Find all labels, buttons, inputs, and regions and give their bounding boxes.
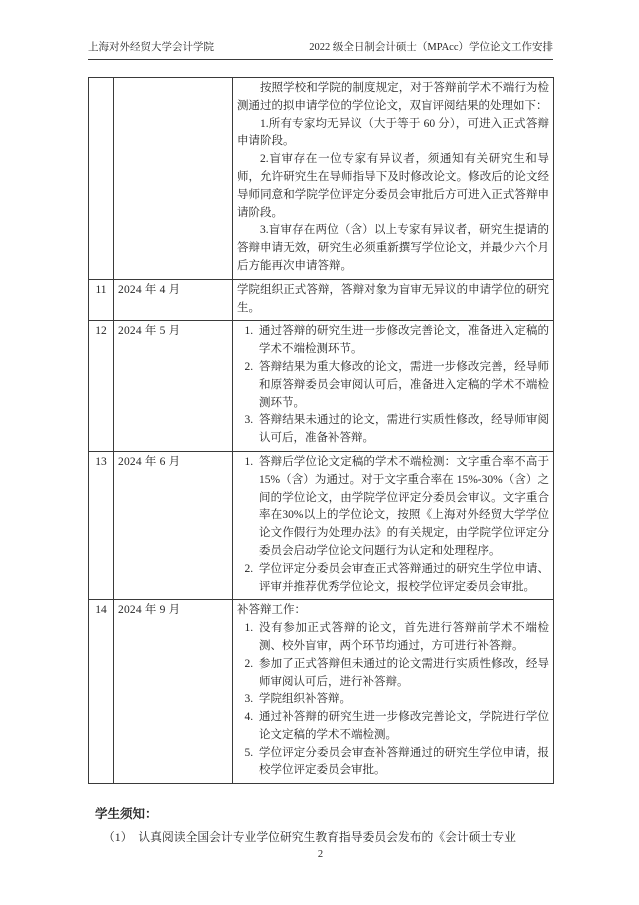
table-row xyxy=(89,321,554,452)
content-paragraph: 学院组织正式答辩，答辩对象为盲审无异议的申请学位的研究生。 xyxy=(237,283,549,314)
row-date-cell xyxy=(114,78,233,280)
notice-item: （1） 认真阅读全国会计专业学位研究生教育指导委员会发布的《会计硕士专业 xyxy=(103,830,516,845)
content-list-item: 5. 学位评定分委员会审查补答辩通过的研究生学位申请，报校学位评定委员会审批。 xyxy=(256,745,549,781)
row-number-cell: 13 xyxy=(89,451,114,599)
content-list-item: 2. 学位评定分委员会审查正式答辩通过的研究生学位申请、评审并推荐优秀学位论文，报校学位评定委员会审批。 xyxy=(256,561,549,597)
row-content-cell xyxy=(233,78,554,280)
content-list xyxy=(237,454,549,596)
schedule-table xyxy=(88,77,554,784)
student-notice-section xyxy=(88,805,553,846)
content-paragraph: 2.盲审存在一位专家有异议者，须通知有关研究生和导师，允许研究生在导师指导下及时修改论文。修改后的论文经导师同意和学院学位评定分委员会审批后方可进入正式答辩申请阶段。 xyxy=(237,153,549,219)
row-number-cell: 11 xyxy=(89,279,114,321)
content-list-item: 1. 没有参加正式答辩的论文，首先进行答辩前学术不端检测、校外盲审，两个环节均通过，方可进行补答辩。 xyxy=(256,620,549,656)
row-content-cell xyxy=(233,600,554,784)
row-number-cell: 12 xyxy=(89,321,114,452)
schedule-table-body xyxy=(89,78,554,784)
page-number: 2 xyxy=(317,849,324,861)
header-left-text: 上海对外经贸大学会计学院 xyxy=(88,42,214,53)
row-date-cell: 2024 年 6 月 xyxy=(114,451,233,599)
header-right-text: 2022 级全日制会计硕士（MPAcc）学位论文工作安排 xyxy=(309,42,553,53)
content-list-item: 3. 学院组织补答辩。 xyxy=(256,691,549,709)
content-list xyxy=(237,323,549,448)
row-content-cell xyxy=(233,451,554,599)
table-row xyxy=(89,279,554,321)
content-paragraph: 3.盲审存在两位（含）以上专家有异议者，研究生提请的答辩申请无效，研究生必须重新撰写学位论文，并最少六个月后方能再次申请答辩。 xyxy=(237,224,549,272)
content-list-item: 4. 通过补答辩的研究生进一步修改完善论文，学院进行学位论文定稿的学术不端检测。 xyxy=(256,709,549,745)
content-list-item: 1. 通过答辩的研究生进一步修改完善论文，准备进入定稿的学术不端检测环节。 xyxy=(256,323,549,359)
row-number-cell: 14 xyxy=(89,600,114,784)
table-row xyxy=(89,451,554,599)
content-paragraph: 补答辩工作： xyxy=(237,604,306,617)
table-row xyxy=(89,78,554,280)
content-list xyxy=(237,620,549,780)
content-paragraph: 1.所有专家均无异议（大于等于 60 分），可进入正式答辩申请阶段。 xyxy=(237,117,549,148)
row-date-cell: 2024 年 5 月 xyxy=(114,321,233,452)
row-number-cell xyxy=(89,78,114,280)
content-paragraph: 按照学校和学院的制度规定，对于答辩前学术不端行为检测通过的拟申请学位的学位论文，双盲评阅结果的处理如下： xyxy=(237,82,549,112)
row-date-cell: 2024 年 9 月 xyxy=(114,600,233,784)
notice-heading: 学生须知： xyxy=(95,807,158,822)
content-column xyxy=(88,40,553,860)
content-list-item: 2. 参加了正式答辩但未通过的论文需进行实质性修改，经导师审阅认可后，进行补答辩。 xyxy=(256,656,549,692)
content-list-item: 1. 答辩后学位论文定稿的学术不端检测：文字重合率不高于15%（含）为通过。对于文字重合率在 15%-30%（含）之间的学位论文，由学院学位评定分委员会审议。文字重合率在30%以上的学位论文，按照《上海对外经贸大学学位论文作假行为处理办法》的有关规定，由学院学位评定分委员会启动学位论文问题行为认定和处理程序。 xyxy=(256,454,549,561)
row-date-cell: 2024 年 4 月 xyxy=(114,279,233,321)
row-content-cell xyxy=(233,279,554,321)
content-list-item: 3. 答辩结果未通过的论文，需进行实质性修改，经导师审阅认可后，准备补答辩。 xyxy=(256,412,549,448)
page-header xyxy=(88,40,553,60)
table-row xyxy=(89,600,554,784)
row-content-cell xyxy=(233,321,554,452)
content-list-item: 2. 答辩结果为重大修改的论文，需进一步修改完善，经导师和原答辩委员会审阅认可后，准备进入定稿的学术不端检测环节。 xyxy=(256,359,549,412)
